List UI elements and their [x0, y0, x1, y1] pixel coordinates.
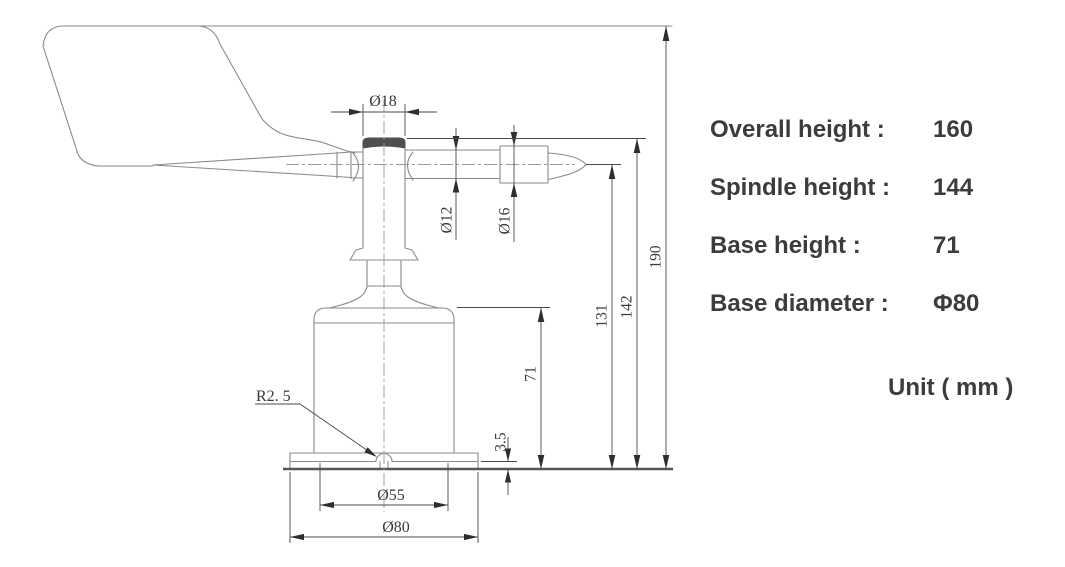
spec-value-base-diameter: Φ80: [933, 290, 980, 317]
dim-131: [586, 165, 621, 470]
spec-row-spindle-height: [710, 174, 979, 208]
dim-190-label: 190: [647, 245, 665, 269]
dim-phi80-label: Ø80: [382, 519, 410, 536]
dim-71-label: 71: [522, 366, 540, 382]
dim-3-5-label: 3.5: [492, 432, 510, 452]
spec-panel: [710, 116, 979, 348]
dim-190: [648, 26, 670, 469]
dim-phi18-label: Ø18: [369, 93, 397, 110]
spec-label-base-height: Base height :: [710, 232, 861, 259]
spec-value-overall-height: 160: [933, 116, 974, 143]
spec-label-overall-height: Overall height :: [710, 116, 885, 143]
spec-value-base-height: 71: [933, 232, 960, 259]
spec-label-spindle-height: Spindle height :: [710, 174, 890, 201]
dim-phi12-label: Ø12: [438, 206, 456, 234]
leader-r2-5-label: R2. 5: [256, 388, 291, 405]
dim-phi16-label: Ø16: [496, 207, 514, 235]
dim-phi55-label: Ø55: [377, 487, 405, 504]
spec-row-base-height: [710, 232, 979, 266]
dim-142-label: 142: [618, 295, 636, 319]
leader-r2-5: [255, 388, 377, 457]
spec-row-overall-height: [710, 116, 979, 150]
vane-fin: [43, 26, 355, 166]
spec-row-base-diameter: [710, 290, 979, 324]
unit-note: Unit ( mm ): [888, 374, 1014, 401]
spec-label-base-diameter: Base diameter :: [710, 290, 889, 317]
spec-value-spindle-height: 144: [933, 174, 974, 201]
dim-phi55: [320, 463, 448, 511]
dim-3-5: [481, 432, 517, 495]
dim-131-label: 131: [593, 304, 611, 328]
vane-pointer: [153, 152, 363, 182]
dim-phi12: [439, 128, 460, 240]
counterweight-nose: [548, 153, 586, 180]
dim-142: [407, 139, 646, 470]
